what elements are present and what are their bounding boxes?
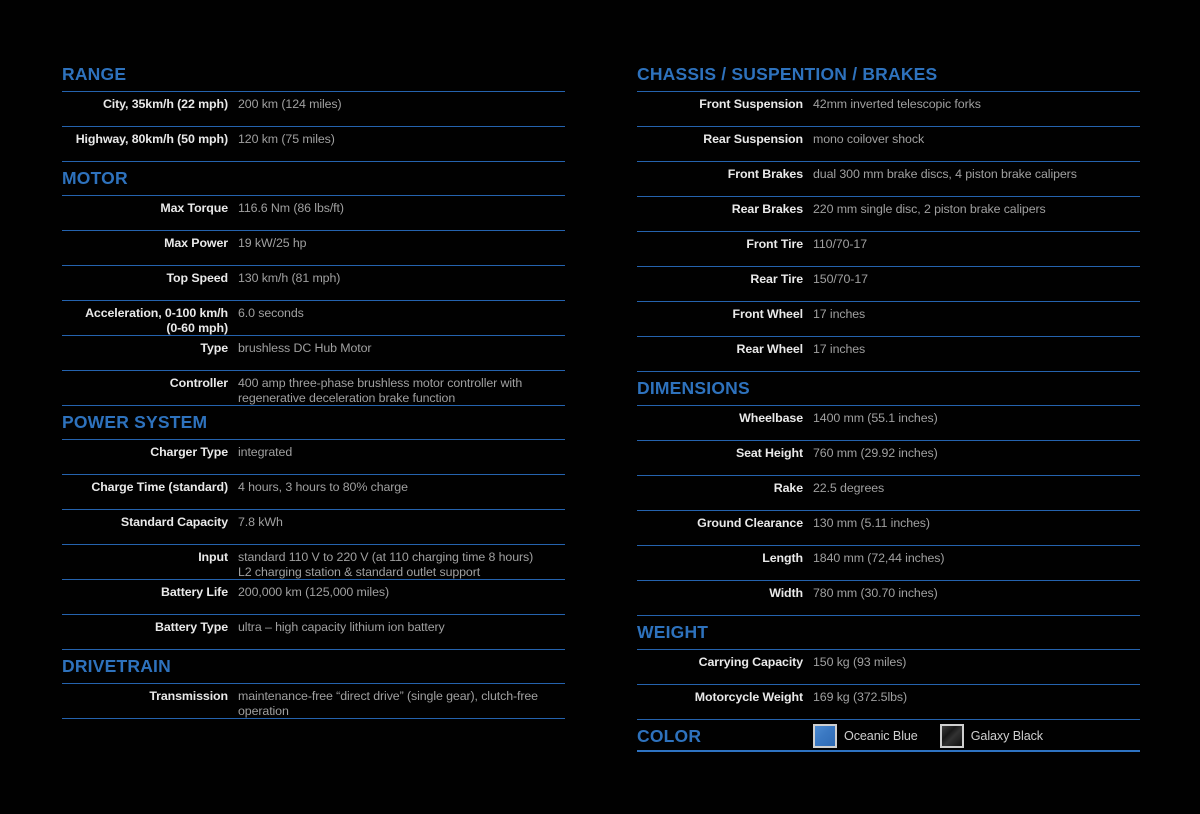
section-title-color: COLOR [637, 725, 702, 746]
spec-label: Front Brakes [727, 167, 803, 181]
section-weight [637, 616, 1140, 720]
spec-row-ground-clearance [637, 511, 1140, 546]
spec-value [238, 376, 565, 405]
spec-row-standard-capacity [62, 510, 565, 545]
section-drivetrain [62, 650, 565, 719]
spec-value-line2: regenerative deceleration brake function [238, 390, 456, 405]
spec-value: 17 inches [813, 342, 866, 356]
section-title-chassis: CHASSIS / SUSPENTION / BRAKES [637, 58, 1140, 92]
spec-value: brushless DC Hub Motor [238, 341, 372, 355]
spec-label: Controller [169, 376, 228, 390]
spec-value: 7.8 kWh [238, 515, 283, 529]
spec-label: Rear Wheel [736, 342, 803, 356]
section-power-system [62, 406, 565, 650]
section-title-dimensions: DIMENSIONS [637, 372, 1140, 406]
spec-label: Front Wheel [732, 307, 803, 321]
spec-row-front-tire [637, 232, 1140, 267]
spec-label-line2: (0-60 mph) [166, 320, 228, 335]
spec-label: Type [200, 341, 228, 355]
spec-label: Length [762, 551, 803, 565]
spec-row-front-wheel [637, 302, 1140, 337]
spec-label: Standard Capacity [120, 515, 228, 529]
spec-row-carrying-capacity [637, 650, 1140, 685]
spec-value: 1840 mm (72,44 inches) [813, 551, 945, 565]
spec-label: Ground Clearance [697, 516, 803, 530]
color-option-oceanic-blue [813, 724, 918, 748]
oceanic-blue-swatch-icon [813, 724, 837, 748]
spec-label: Charger Type [150, 445, 228, 459]
spec-label: Input [198, 550, 228, 564]
left-column [62, 58, 565, 752]
spec-label: Seat Height [735, 446, 803, 460]
spec-value-line1: 400 amp three-phase brushless motor controller with [238, 376, 523, 390]
spec-row-length [637, 546, 1140, 581]
spec-row-city-range [62, 92, 565, 127]
spec-label: Wheelbase [739, 411, 803, 425]
spec-row-highway-range [62, 127, 565, 162]
spec-value: 220 mm single disc, 2 piston brake calipers [813, 202, 1046, 216]
spec-label: City, 35km/h (22 mph) [102, 97, 228, 111]
spec-label: Top Speed [166, 271, 228, 285]
spec-value-line2: L2 charging station & standard outlet support [238, 564, 481, 579]
spec-row-seat-height [637, 441, 1140, 476]
spec-value: 780 mm (30.70 inches) [813, 586, 938, 600]
spec-value: 4 hours, 3 hours to 80% charge [238, 480, 408, 494]
spec-label-line1: Acceleration, 0-100 km/h [85, 306, 228, 320]
spec-row-top-speed [62, 266, 565, 301]
color-option-galaxy-black [940, 724, 1043, 748]
spec-row-charge-time [62, 475, 565, 510]
spec-label: Width [769, 586, 803, 600]
spec-label: Highway, 80km/h (50 mph) [75, 132, 228, 146]
spec-value: 42mm inverted telescopic forks [813, 97, 981, 111]
spec-label: Front Suspension [699, 97, 803, 111]
spec-value: 19 kW/25 hp [238, 236, 307, 250]
spec-label: Max Power [164, 236, 228, 250]
spec-value: 116.6 Nm (86 lbs/ft) [238, 201, 344, 215]
spec-row-max-torque [62, 196, 565, 231]
spec-label: Charge Time (standard) [91, 480, 228, 494]
spec-value: 110/70-17 [813, 237, 867, 251]
spec-value: 150/70-17 [813, 272, 868, 286]
section-title-power-system: POWER SYSTEM [62, 406, 565, 440]
spec-value-line1: standard 110 V to 220 V (at 110 charging time 8 hours) [238, 550, 534, 564]
section-dimensions [637, 372, 1140, 616]
spec-row-width [637, 581, 1140, 616]
spec-value: 200 km (124 miles) [238, 97, 342, 111]
spec-value: 22.5 degrees [813, 481, 885, 495]
spec-row-type [62, 336, 565, 371]
spec-value: 200,000 km (125,000 miles) [238, 585, 389, 599]
spec-row-battery-life [62, 580, 565, 615]
spec-value: 1400 mm (55.1 inches) [813, 411, 938, 425]
spec-label: Max Torque [160, 201, 228, 215]
spec-label [62, 306, 228, 335]
spec-value: 760 mm (29.92 inches) [813, 446, 938, 460]
right-column [637, 58, 1140, 752]
section-color [637, 720, 1140, 752]
spec-row-transmission [62, 684, 565, 719]
spec-row-motorcycle-weight [637, 685, 1140, 720]
spec-row-rake [637, 476, 1140, 511]
spec-value: ultra – high capacity lithium ion battery [238, 620, 445, 634]
spec-label: Rear Brakes [731, 202, 803, 216]
spec-label: Rake [773, 481, 803, 495]
galaxy-black-swatch-icon [940, 724, 964, 748]
spec-row-rear-tire [637, 267, 1140, 302]
section-range [62, 58, 565, 162]
spec-row-acceleration [62, 301, 565, 336]
section-title-weight: WEIGHT [637, 616, 1140, 650]
spec-value: dual 300 mm brake discs, 4 piston brake calipers [813, 167, 1077, 181]
spec-value: 130 km/h (81 mph) [238, 271, 341, 285]
spec-row-wheelbase [637, 406, 1140, 441]
section-title-drivetrain: DRIVETRAIN [62, 650, 565, 684]
spec-row-front-suspension [637, 92, 1140, 127]
swatch-label: Galaxy Black [970, 729, 1044, 743]
spec-value: 150 kg (93 miles) [813, 655, 907, 669]
spec-label: Battery Type [155, 620, 228, 634]
spec-value: 6.0 seconds [238, 306, 304, 320]
spec-value: integrated [238, 445, 293, 459]
spec-label: Carrying Capacity [698, 655, 803, 669]
spec-row-charger-type [62, 440, 565, 475]
spec-value: 17 inches [813, 307, 866, 321]
spec-value: 169 kg (372.5lbs) [813, 690, 908, 704]
spec-value-line2: operation [238, 703, 289, 718]
swatch-label: Oceanic Blue [844, 729, 918, 743]
spec-value: 120 km (75 miles) [238, 132, 335, 146]
spec-label: Front Tire [746, 237, 803, 251]
spec-row-input [62, 545, 565, 580]
spec-label: Battery Life [161, 585, 228, 599]
spec-columns [62, 58, 1140, 752]
color-row [637, 720, 1140, 752]
spec-row-max-power [62, 231, 565, 266]
spec-value [238, 550, 565, 579]
spec-value: mono coilover shock [813, 132, 925, 146]
spec-value [238, 689, 565, 718]
spec-label: Transmission [149, 689, 228, 703]
spec-label: Motorcycle Weight [694, 690, 803, 704]
spec-row-controller [62, 371, 565, 406]
spec-row-rear-suspension [637, 127, 1140, 162]
spec-value: 130 mm (5.11 inches) [813, 516, 930, 530]
section-motor [62, 162, 565, 406]
spec-row-rear-wheel [637, 337, 1140, 372]
spec-row-rear-brakes [637, 197, 1140, 232]
spec-label: Rear Tire [750, 272, 803, 286]
spec-label: Rear Suspension [703, 132, 803, 146]
section-title-motor: MOTOR [62, 162, 565, 196]
spec-row-front-brakes [637, 162, 1140, 197]
spec-value-line1: maintenance-free “direct drive” (single gear), clutch-free [238, 689, 538, 703]
spec-row-battery-type [62, 615, 565, 650]
section-chassis [637, 58, 1140, 372]
section-title-range: RANGE [62, 58, 565, 92]
